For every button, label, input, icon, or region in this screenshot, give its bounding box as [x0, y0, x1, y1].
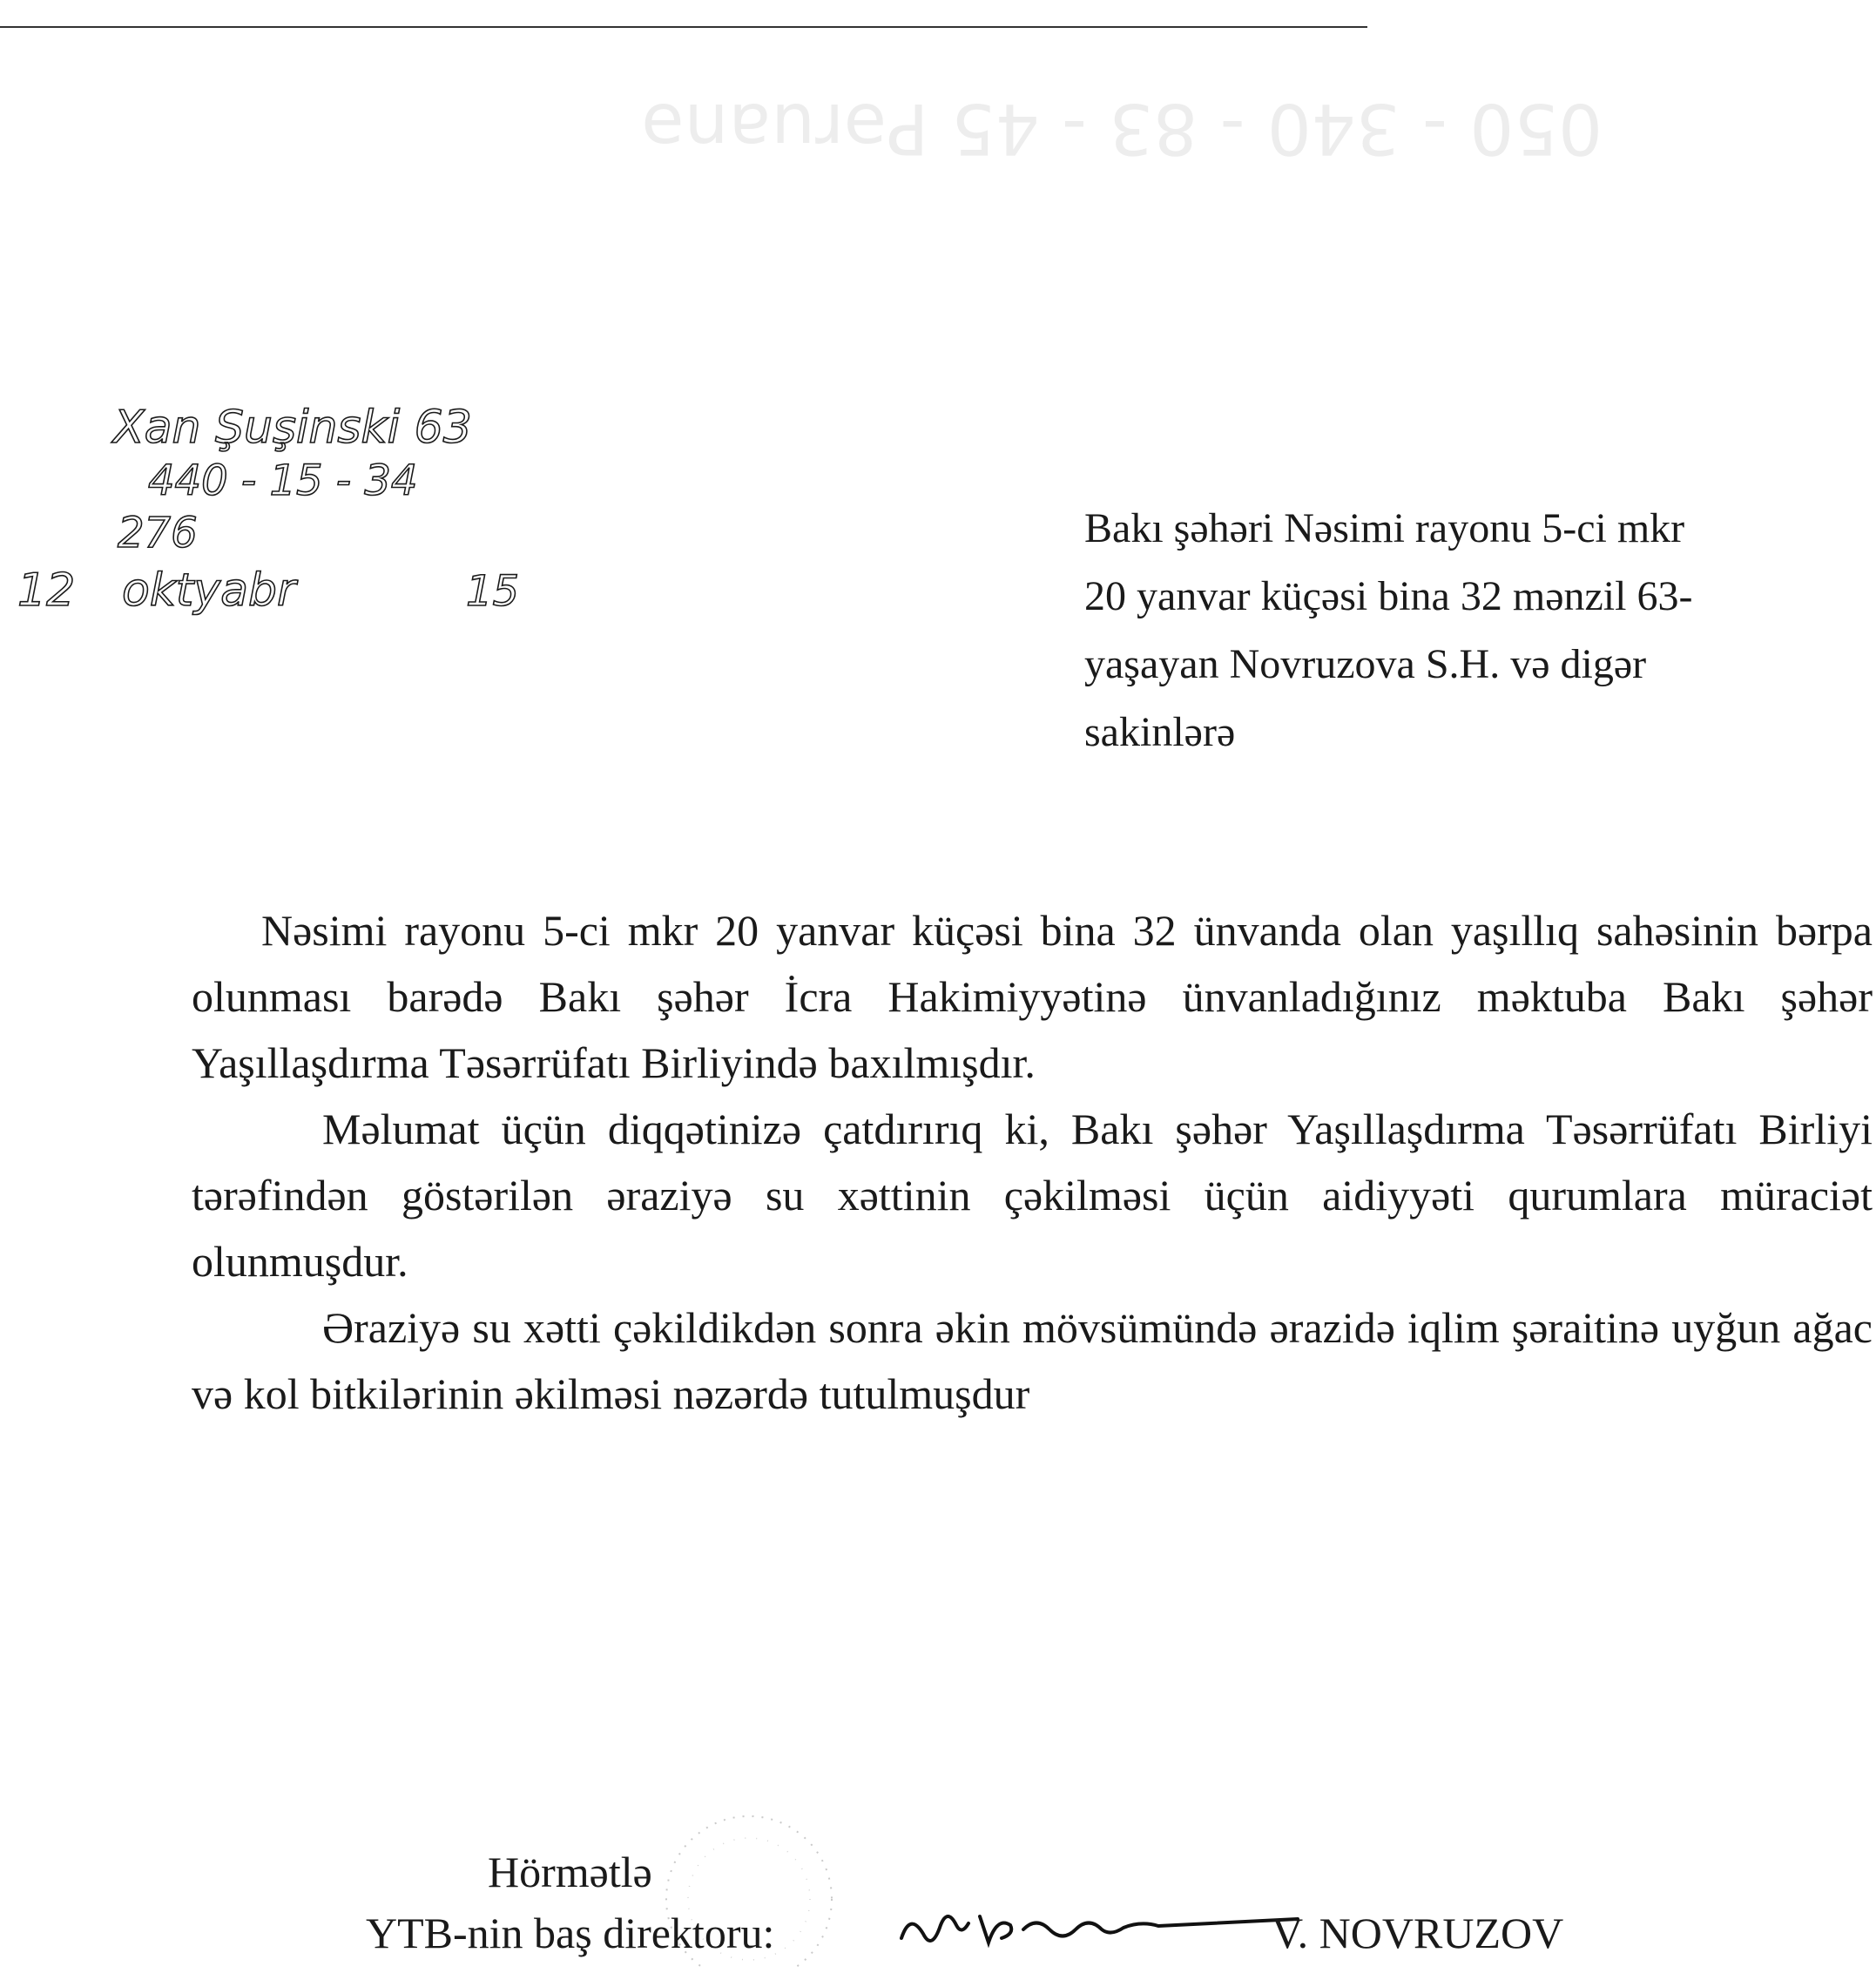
addressee-block: [1084, 495, 1842, 767]
handwritten-line-address: Xan Şuşinski 63: [113, 402, 472, 454]
handwritten-line-phone: 440 - 15 - 34: [148, 456, 418, 505]
signatory-name: V. NOVRUZOV: [1272, 1909, 1564, 1957]
faint-back-text-content: 050 - 340 - 83 - 45 Pəruanə: [641, 88, 1603, 169]
addressee-line: Bakı şəhəri Nəsimi rayonu 5-ci mkr: [1084, 505, 1685, 551]
faint-back-text: [348, 61, 1620, 200]
signatory-title: YTB-nin baş direktoru:: [366, 1909, 775, 1957]
handwritten-date-month: oktyabr: [122, 564, 296, 617]
body-paragraph: Nəsimi rayonu 5-ci mkr 20 yanvar küçəsi bina 32 ünvanda olan yaşıllıq sahəsinin bərpa olunması barədə Bakı şəhər İcra Hakimiyyətinə ünvanladığınız məktuba Bakı şəhər Yaşıllaşdırma Təsərrüfatı Birliyində baxılmışdır.: [192, 906, 1873, 1087]
closing-salutation: Hörmətlə: [488, 1848, 652, 1896]
handwritten-line-number: 276: [118, 509, 198, 557]
addressee-line: sakinlərə: [1084, 709, 1236, 755]
body-paragraph: Məlumat üçün diqqətinizə çatdırırıq ki, Bakı şəhər Yaşıllaşdırma Təsərrüfatı Birliyi tərəfindən göstərilən əraziyə su xəttinin çəkilməsi üçün aidiyyəti qurumlara müraciət olunmuşdur.: [192, 1105, 1873, 1286]
handwritten-date-year: 15: [466, 567, 520, 616]
handwritten-date-day: 12: [17, 564, 76, 617]
letter-body: [192, 897, 1873, 1427]
addressee-line: yaşayan Novruzova S.H. və digər: [1084, 641, 1647, 687]
signature-line: [366, 1908, 1876, 1969]
addressee-line: 20 yanvar küçəsi bina 32 mənzil 63-: [1084, 573, 1693, 619]
handwritten-note: [17, 392, 575, 653]
body-paragraph: Əraziyə su xətti çəkildikdən sonra əkin mövsümündə ərazidə iqlim şəraitinə uyğun ağac və kol bitkilərinin əkilməsi nəzərdə tutulmuşdur: [192, 1303, 1873, 1418]
top-rule: [0, 26, 1367, 28]
